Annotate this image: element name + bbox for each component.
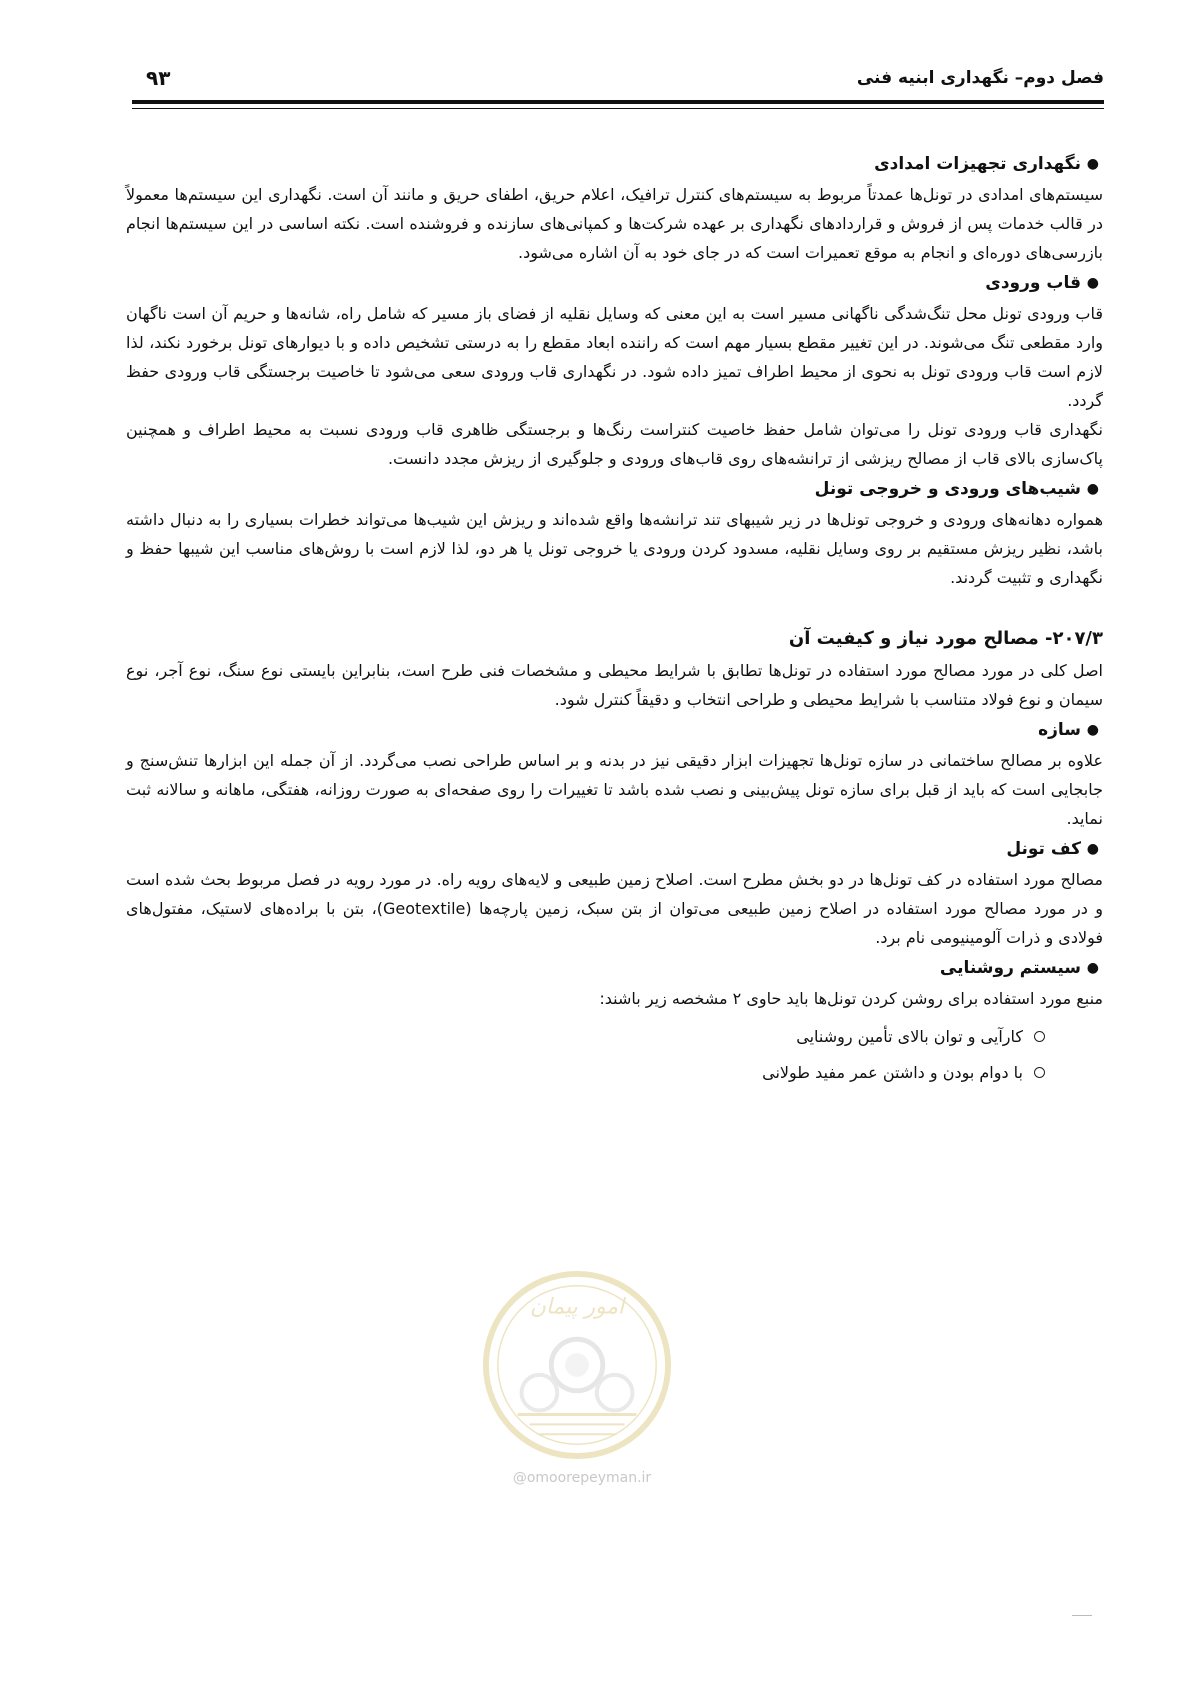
bullet-heading-text: قاب ورودی (985, 273, 1081, 293)
bullet-dot-icon: ● (1086, 722, 1099, 738)
paragraph: قاب ورودی تونل محل تنگ‌شدگی ناگهانی مسیر است به این معنی که وسایل نقلیه از فضای باز مسیر که شامل راه، شانه‌ها و حریم آن است ناگهان وارد مقطعی تنگ می‌شوند. در این تغییر مقطع بسیار مهم است که راننده ابعاد مقطع را به درستی تشخیص داده و با دیوارهای تونل برخورد نکند، لذا لازم است قاب ورودی تونل به نحوی از محیط اطراف تمیز داده شود. در نگهداری قاب ورودی سعی می‌شود تا خاصیت برجستگی قاب ورودی حفظ گردد. (126, 304, 1103, 410)
page-header (128, 68, 1104, 94)
bullet-heading-text: سیستم روشنایی (939, 958, 1081, 978)
list-item-text: کارآیی و توان بالای تأمین روشنایی (796, 1027, 1023, 1046)
circle-bullet-icon (1034, 1031, 1045, 1042)
paragraph: همواره دهانه‌های ورودی و خروجی تونل‌ها در زیر شیبهای تند ترانشه‌ها واقع شده‌اند و ریزش این شیب‌ها می‌تواند خطرات بسیاری را به دنبال داشته باشد، نظیر ریزش مستقیم بر روی وسایل نقلیه، مسدود کردن ورودی یا خروجی تونل یا هر دو، لذا لازم است با روش‌های مناسب این شیبها حفظ و نگهداری و تثبیت گردند. (126, 510, 1103, 587)
bullet-heading-text: کف تونل (1006, 839, 1081, 859)
watermark-seal (478, 1266, 676, 1464)
document-body (126, 148, 1103, 1091)
bullet-heading (126, 267, 1103, 299)
bullet-heading (126, 714, 1103, 746)
bullet-heading-text: سازه (1038, 720, 1081, 740)
page-number: ۹۳ (146, 66, 171, 90)
paragraph: علاوه بر مصالح ساختمانی در سازه تونل‌ها تجهیزات ابزار دقیقی نیز در بدنه و بر اساس طراحی نصب می‌گردد. از آن جمله این ابزارها تنش‌سنج و جابجایی است که باید از قبل برای سازه تونل پیش‌بینی و نصب شده باشد تا تغییرات را روی صفحه‌ای به صورت روزانه، هفتگی، ماهانه و سالانه ثبت نماید. (126, 751, 1103, 828)
watermark-url: @omoorepeyman.ir (512, 1470, 652, 1486)
header-rule-thick (132, 100, 1104, 104)
paragraph: منبع مورد استفاده برای روشن کردن تونل‌ها باید حاوی ۲ مشخصه زیر باشند: (599, 989, 1103, 1008)
bullet-dot-icon: ● (1086, 960, 1099, 976)
bullet-dot-icon: ● (1086, 481, 1099, 497)
bullet-heading-text: شیب‌های ورودی و خروجی تونل (814, 479, 1081, 499)
paragraph: اصل کلی در مورد مصالح مورد استفاده در تونل‌ها تطابق با شرایط محیطی و مشخصات فنی طرح است، بنابراین بایستی نوع سنگ، نوع آجر، نوع سیمان و نوع فولاد متناسب با شرایط محیطی و طراحی انتخاب و دقیقاً کنترل شود. (126, 661, 1103, 709)
sub-list (126, 1019, 1103, 1091)
paragraph: مصالح مورد استفاده در کف تونل‌ها در دو بخش مطرح است. اصلاح زمین طبیعی و لایه‌های رویه راه. در مورد رویه در فصل مربوط بحث شده است و در مورد مصالح مورد استفاده در اصلاح زمین طبیعی می‌توان از بتن سبک، زمین پارچه‌ها (Geotextile)، بتن با براده‌های لاستیک، مفتول‌های فولادی و ذرات آلومینیومی نام برد. (126, 870, 1103, 947)
header-rule-thin (132, 108, 1104, 109)
bullet-heading (126, 148, 1103, 180)
watermark-text: امور پیمان (529, 1294, 625, 1320)
bullet-heading (126, 833, 1103, 865)
circle-bullet-icon (1034, 1067, 1045, 1078)
paragraph: نگهداری قاب ورودی تونل را می‌توان شامل حفظ خاصیت کنتراست رنگ‌ها و برجستگی ظاهری قاب ورودی نسبت به محیط اطراف و همچنین پاک‌سازی بالای قاب از مصالح ریزشی از ترانشه‌های روی قاب‌های ورودی و جلوگیری از ریزش مجدد دانست. (126, 420, 1103, 468)
chapter-title: فصل دوم– نگهداری ابنیه فنی (856, 68, 1104, 88)
bullet-dot-icon: ● (1086, 275, 1099, 291)
section-heading: ۲۰۷/۳- مصالح مورد نیاز و کیفیت آن (788, 628, 1103, 649)
bullet-heading-text: نگهداری تجهیزات امدادی (874, 154, 1081, 174)
list-item-text: با دوام بودن و داشتن عمر مفید طولانی (762, 1063, 1023, 1082)
bullet-heading (126, 473, 1103, 505)
list-item (126, 1055, 1045, 1091)
bullet-dot-icon: ● (1086, 841, 1099, 857)
paragraph: سیستم‌های امدادی در تونل‌ها عمدتاً مربوط به سیستم‌های کنترل ترافیک، اعلام حریق، اطفای حریق و مانند آن است. نگهداری این سیستم‌ها معمولاً در قالب خدمات پس از فروش و قراردادهای نگهداری بر عهده شرکت‌ها و کمپانی‌های سازنده و فروشنده است. نکته اساسی در این سیستم‌ها انجام بازرسی‌های دوره‌ای و انجام به موقع تعمیرات است که در جای خود به آن اشاره می‌شود. (126, 185, 1103, 262)
list-item (126, 1019, 1045, 1055)
page-mark (1072, 1615, 1092, 1616)
bullet-heading (126, 952, 1103, 984)
bullet-dot-icon: ● (1086, 156, 1099, 172)
